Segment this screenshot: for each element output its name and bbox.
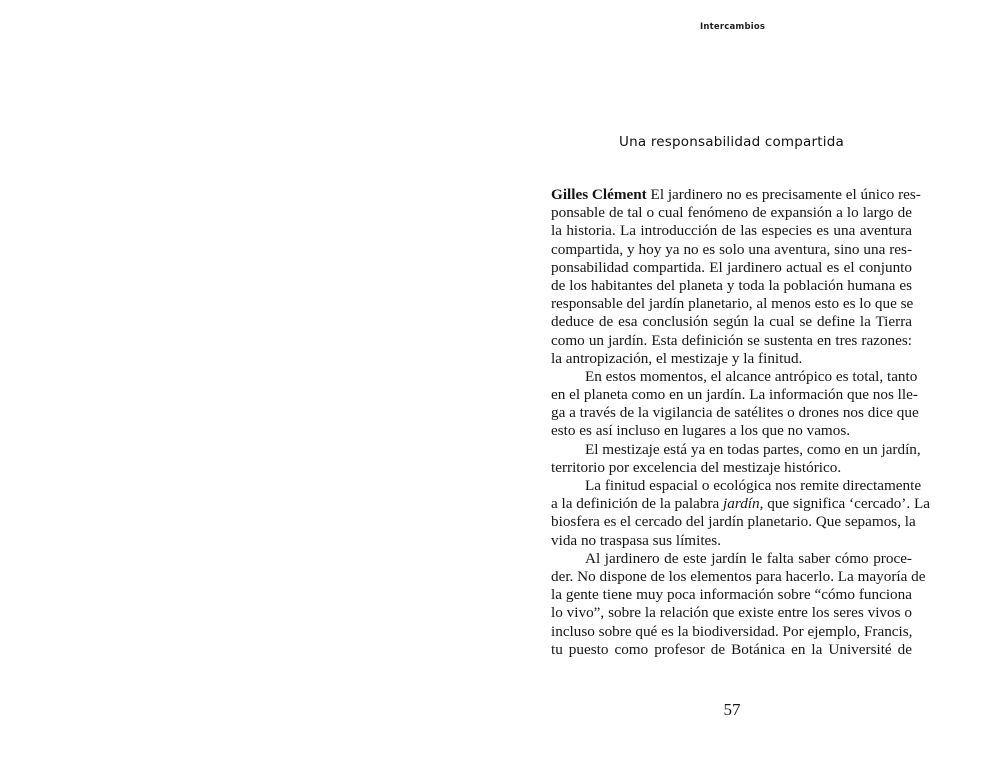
text-line: tu puesto como profesor de Botánica en la Université de — [551, 640, 912, 658]
page-number: 57 — [723, 700, 741, 719]
text-line: Al jardinero de este jardín le falta saber cómo proce- — [585, 549, 912, 567]
text-line: La finitud espacial o ecológica nos remite directamente — [585, 477, 922, 494]
section-title: Una responsabilidad compartida — [619, 134, 844, 150]
text-line: la gente tiene muy poca información sobre “cómo funciona — [551, 586, 912, 604]
emphasized-word: jardín — [723, 495, 760, 513]
text-line — [551, 186, 921, 204]
text-line: vida no traspasa sus límites. — [551, 531, 721, 549]
text-fragment: a la definición de la palabra — [551, 495, 724, 513]
text-line: ponsabilidad compartida. El jardinero actual es el conjunto — [551, 258, 912, 276]
text-line: incluso sobre qué es la biodiversidad. Por ejemplo, Francis, — [551, 622, 913, 640]
speaker-name: Gilles Clément — [551, 186, 647, 203]
running-head: Intercambios — [700, 22, 766, 32]
text-line: biosfera es el cercado del jardín planetario. Que sepamos, la — [551, 513, 916, 531]
text-line: la historia. La introducción de las especies es una aventura — [551, 222, 912, 240]
text-fragment: , que significa ‘cercado’. La — [759, 495, 930, 513]
text-line: ga a través de la vigilancia de satélites o drones nos dice que — [551, 404, 919, 422]
text-line: deduce de esa conclusión según la cual se define la Tierra — [551, 313, 912, 331]
text-line: der. No dispone de los elementos para hacerlo. La mayoría de — [551, 567, 926, 585]
text-line: como un jardín. Esta definición se sustenta en tres razones: — [551, 331, 912, 349]
text-fragment: El jardinero no es precisamente el único res- — [646, 186, 921, 203]
text-line: compartida, y hoy ya no es solo una aventura, sino una res- — [551, 240, 912, 258]
text-line — [551, 495, 930, 513]
text-line: territorio por excelencia del mestizaje histórico. — [551, 458, 842, 476]
text-line: El mestizaje está ya en todas partes, como en un jardín, — [585, 440, 921, 458]
body-text — [551, 186, 930, 659]
text-line: En estos momentos, el alcance antrópico es total, tanto — [585, 367, 918, 385]
text-line: ponsable de tal o cual fenómeno de expansión a lo largo de — [551, 204, 912, 222]
text-line: esto es así incluso en lugares a los que no vamos. — [551, 422, 851, 440]
text-line: la antropización, el mestizaje y la finitud. — [551, 349, 803, 367]
text-line: lo vivo”, sobre la relación que existe entre los seres vivos o — [551, 604, 912, 622]
text-line: en el planeta como en un jardín. La información que nos lle- — [551, 386, 918, 404]
text-line: responsable del jardín planetario, al menos esto es lo que se — [551, 295, 914, 313]
text-line: de los habitantes del planeta y toda la población humana es — [551, 276, 912, 294]
